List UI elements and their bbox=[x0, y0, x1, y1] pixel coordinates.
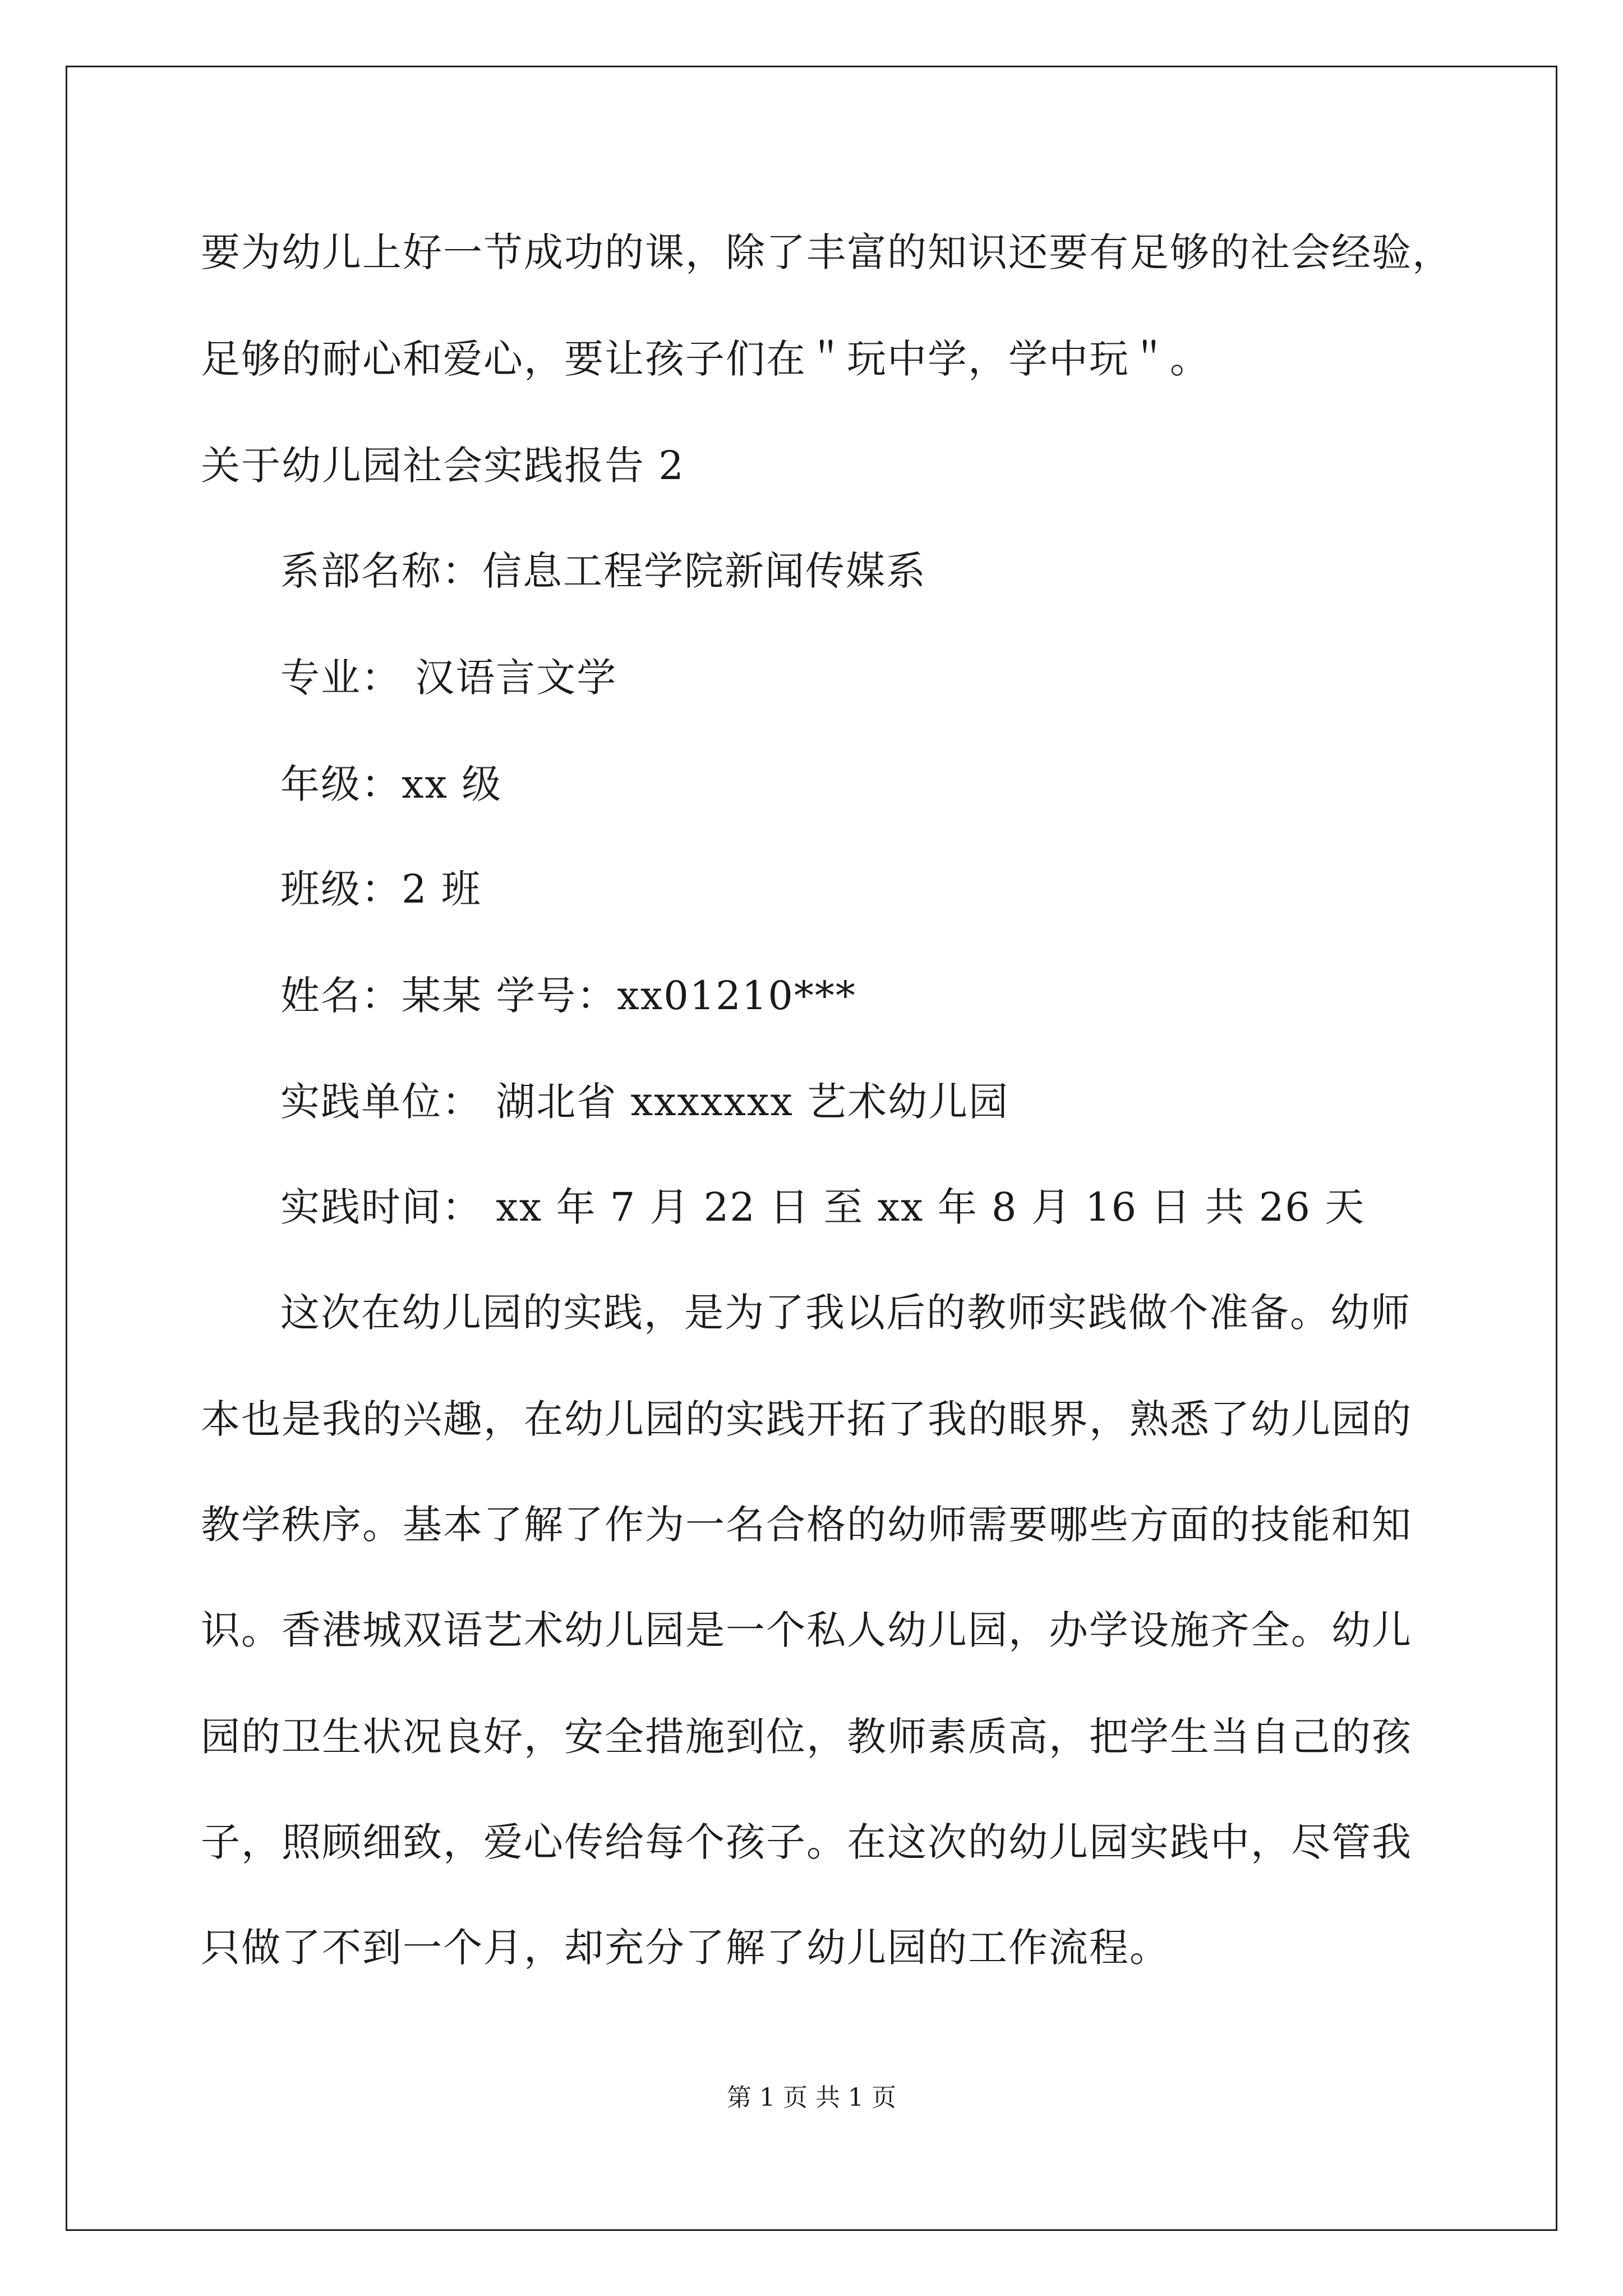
major-field: 专业： 汉语言文学 bbox=[280, 655, 617, 701]
body-paragraph-line-6: 子，照顾细致，爱心传给每个孩子。在这次的幼儿园实践中，尽管我 bbox=[201, 1819, 1412, 1865]
practice-unit-field: 实践单位： 湖北省 xxxxxxx 艺术幼儿园 bbox=[280, 1079, 1009, 1125]
class-field: 班级：2 班 bbox=[280, 866, 482, 912]
paragraph-line-1: 要为幼儿上好一节成功的课，除了丰富的知识还要有足够的社会经验， bbox=[201, 229, 1453, 275]
body-paragraph-line-1: 这次在幼儿园的实践，是为了我以后的教师实践做个准备。幼师 bbox=[280, 1290, 1411, 1336]
grade-field: 年级：xx 级 bbox=[280, 761, 502, 807]
body-paragraph-line-3: 教学秩序。基本了解了作为一名合格的幼师需要哪些方面的技能和知 bbox=[201, 1502, 1412, 1548]
body-paragraph-line-4: 识。香港城双语艺术幼儿园是一个私人幼儿园，办学设施齐全。幼儿 bbox=[201, 1607, 1412, 1653]
body-paragraph-line-5: 园的卫生状况良好，安全措施到位，教师素质高，把学生当自己的孩 bbox=[201, 1714, 1412, 1760]
name-id-field: 姓名：某某 学号：xx01210*** bbox=[280, 973, 856, 1019]
section-heading: 关于幼儿园社会实践报告 2 bbox=[201, 443, 685, 489]
body-paragraph-line-7: 只做了不到一个月，却充分了解了幼儿园的工作流程。 bbox=[201, 1925, 1170, 1971]
practice-time-field: 实践时间： xx 年 7 月 22 日 至 xx 年 8 月 16 日 共 26 天 bbox=[280, 1184, 1366, 1230]
body-paragraph-line-2: 本也是我的兴趣，在幼儿园的实践开拓了我的眼界，熟悉了幼儿园的 bbox=[201, 1396, 1412, 1442]
page-border bbox=[66, 66, 1557, 2231]
paragraph-line-2: 足够的耐心和爱心，要让孩子们在＂玩中学，学中玩＂。 bbox=[201, 336, 1210, 382]
page-number-footer: 第 1 页 共 1 页 bbox=[727, 2083, 896, 2112]
department-field: 系部名称：信息工程学院新闻传媒系 bbox=[280, 548, 926, 594]
